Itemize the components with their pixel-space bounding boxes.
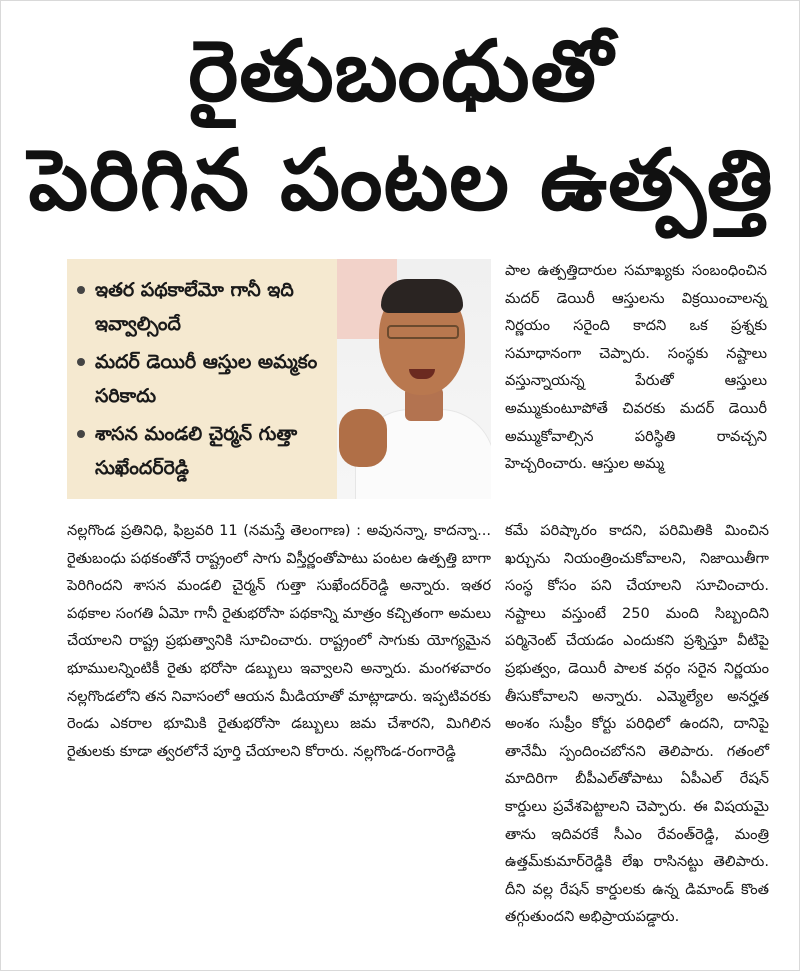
highlight-item — [75, 273, 335, 341]
article-paragraph: నల్లగొండ ప్రతినిధి, ఫిబ్రవరి 11 (నమస్తే తెలంగాణ) : అవునన్నా, కాదన్నా... రైతుబంధు పథకంతోనే రాష్ట్రంలో సాగు విస్తీర్ణంతోపాటు పంటల ఉత్పత్తి బాగా పెరిగిందని శాసన మండలి చైర్మన్‌ గుత్తా సుఖేందర్‌రెడ్డి అన్నారు. ఇతర పథకాల సంగతి ఏమో గానీ రైతుభరోసా పథకాన్ని మాత్రం కచ్చితంగా అమలు చేయాలని రాష్ట్ర ప్రభుత్వానికి సూచించారు. రాష్ట్రంలో సాగుకు యోగ్యమైన భూములన్నింటికీ రైతు భరోసా డబ్బులు ఇవ్వాలని అన్నారు. మంగళవారం నల్లగొండలోని తన నివాసంలో ఆయన మీడియాతో మాట్లాడారు. ఇప్పటివరకు రెండు ఎకరాల భూమికి రైతుభరోసా డబ్బులు జమ చేశారని, మిగిలిన రైతులకు కూడా త్వరలోనే పూర్తి చేయాలని కోరారు. నల్లగొండ-రంగారెడ్డి — [67, 522, 491, 760]
headline-line-2: పెరిగిన పంటల ఉత్పత్తి — [28, 131, 774, 229]
article-column-right-top — [505, 257, 767, 478]
highlight-item — [75, 417, 335, 485]
highlight-text: శాసన మండలి చైర్మన్‌ గుత్తా సుఖేందర్‌రెడ్డి — [95, 423, 298, 479]
article-paragraph: పాల ఉత్పత్తిదారుల సమాఖ్యకు సంబంధించిన మదర్‌ డెయిరీ ఆస్తులను విక్రయించాలన్న నిర్ణయం సరైంది కాదని ఒక ప్రశ్నకు సమాధానంగా చెప్పారు. సంస్థకు నష్టాలు వస్తున్నాయన్న పేరుతో ఆస్తులు అమ్ముకుంటూపోతే చివరకు మదర్‌ డెయిరీ అమ్ముకోవాల్సిన పరిస్థితి రావచ్చని హెచ్చరించారు. ఆస్తుల అమ్మ — [505, 262, 767, 473]
speaker-photo — [337, 259, 491, 499]
headline-line-1: రైతుబంధుతో — [188, 22, 614, 120]
article-paragraph: కమే పరిష్కారం కాదని, పరిమితికి మించిన ఖర్చును నియంత్రించుకోవాలని, నిజాయితీగా సంస్థ కోసం పని చేయాలని సూచించారు. నష్టాలు వస్తుంటే 250 మంది సిబ్బందిని పర్మినెంట్‌ చేయడం ఎందుకని ప్రశ్నిస్తూ వీటిపై ప్రభుత్వం, డెయిరీ పాలక వర్గం సరైన నిర్ణయం తీసుకోవాలని అన్నారు. ఎమ్మెల్యేల అనర్హత అంశం సుప్రీం కోర్టు పరిధిలో ఉందని, దానిపై తానేమీ స్పందించబోనని తెలిపారు. గతంలో మాదిరిగా బీపీఎల్‌తోపాటు ఏపీఎల్‌ రేషన్‌ కార్డులు ప్రవేశపెట్టాలని చెప్పారు. ఈ విషయమై తాను ఇదివరకే సీఎం రేవంత్‌రెడ్డి, మంత్రి ఉత్తమ్‌కుమార్‌రెడ్డికి లేఖ రాసినట్టు తెలిపారు. దీని వల్ల రేషన్‌ కార్డులకు ఉన్న డిమాండ్‌ కొంత తగ్గుతుందని అభిప్రాయపడ్డారు. — [505, 522, 769, 926]
bullet-icon — [77, 358, 85, 366]
highlights-list — [75, 273, 335, 489]
headline — [1, 21, 800, 239]
glasses-icon — [387, 325, 459, 339]
highlight-text: మదర్‌ డెయిరీ ఆస్తుల అమ్మకం సరికాదు — [95, 351, 318, 407]
article-column-left — [67, 517, 491, 765]
highlight-text: ఇతర పథకాలేమో గానీ ఇది ఇవ్వాల్సిందే — [95, 279, 294, 335]
article-column-right — [505, 517, 769, 931]
bullet-icon — [77, 430, 85, 438]
bullet-icon — [77, 286, 85, 294]
highlight-item — [75, 345, 335, 413]
highlights-box — [67, 259, 491, 499]
